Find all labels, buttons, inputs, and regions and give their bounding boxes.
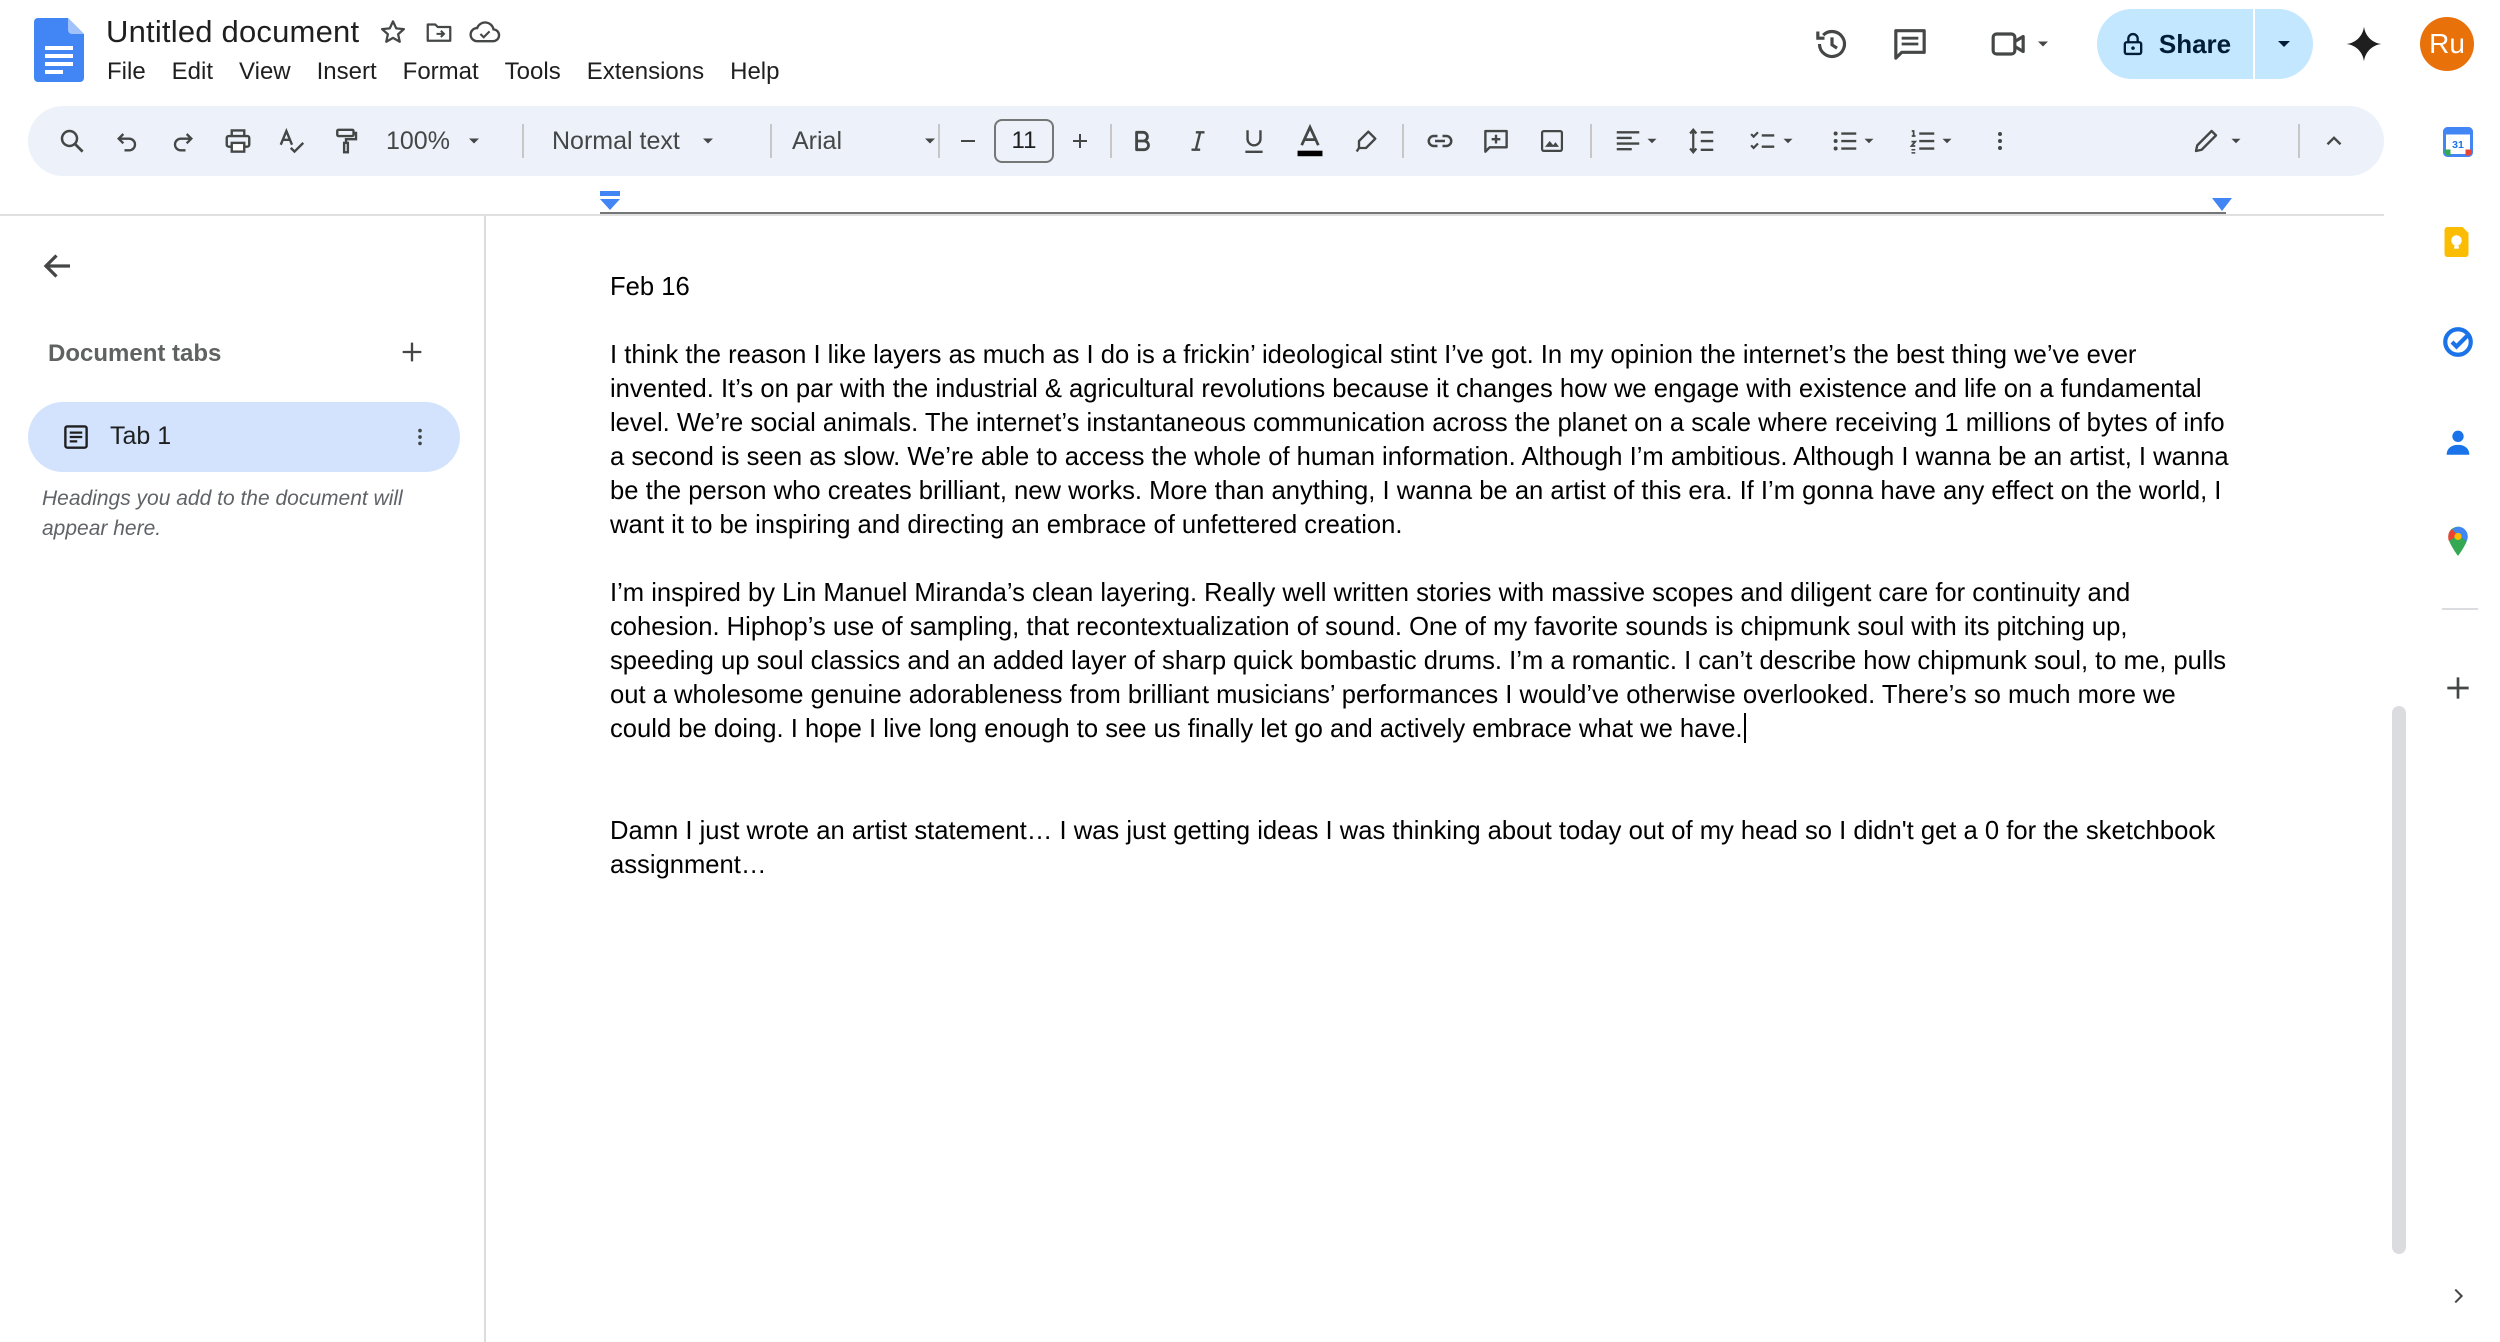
align-left-icon [1613, 126, 1643, 156]
insert-image-icon[interactable] [1530, 106, 1574, 176]
numbered-list-icon [1908, 126, 1938, 156]
contacts-icon[interactable] [2430, 414, 2486, 470]
menu-view[interactable]: View [239, 58, 291, 85]
document-canvas[interactable] [610, 270, 2230, 882]
more-options-icon[interactable] [1982, 106, 2018, 176]
menu-bar [94, 54, 792, 90]
avatar[interactable]: Ru [2420, 17, 2474, 71]
share-label: Share [2158, 28, 2232, 59]
menu-tools[interactable]: Tools [504, 58, 561, 85]
zoom-select[interactable] [386, 106, 496, 176]
toolbar-divider [2298, 124, 2300, 158]
increase-font-size-icon[interactable] [1060, 106, 1100, 176]
hide-menus-icon[interactable] [2312, 106, 2356, 176]
side-panel-divider [2442, 608, 2478, 610]
menu-insert[interactable]: Insert [316, 58, 377, 85]
editing-mode-select[interactable] [2178, 106, 2258, 176]
tasks-icon[interactable] [2430, 314, 2486, 370]
line-spacing-icon[interactable] [1680, 106, 1724, 176]
paragraph-style-select[interactable] [540, 106, 760, 176]
font-family-value: Arial [792, 126, 843, 155]
chevron-down-icon [2227, 132, 2245, 150]
toolbar-divider [1590, 124, 1592, 158]
cloud-saved-icon[interactable] [465, 12, 505, 52]
formatting-toolbar [28, 106, 2384, 176]
docs-logo-icon[interactable] [34, 18, 84, 82]
numbered-list-select[interactable] [1892, 106, 1972, 176]
body-paragraph: Damn I just wrote an artist statement… I was just getting ideas I was thinking about today out of my head so I didn't get a 0 for the sketchbook assignment… [610, 817, 2216, 879]
zoom-value: 100% [386, 126, 450, 155]
toolbar-divider [1110, 124, 1112, 158]
move-folder-icon[interactable] [419, 12, 459, 52]
paragraph-style-value: Normal text [552, 126, 680, 155]
menu-format[interactable]: Format [402, 58, 479, 85]
toolbar-divider [938, 124, 940, 158]
toolbar-divider [1402, 124, 1404, 158]
document-title[interactable]: Untitled document [106, 14, 360, 49]
document-tabs-heading: Document tabs [48, 340, 222, 367]
paragraph-text: I’m inspired by Lin Manuel Miranda’s clean layering. Really well written stories with massive scopes and diligent care for continuity and cohesion. Hiphop’s use of sampling, that recontextualization of sound. One of my favorite sounds is chipmunk soul with its pitching up, speeding up soul classics and an added layer of sharp quick bombastic drums. I’m a romantic. I can’t describe how chipmunk soul, to me, pulls out a wholesome genuine adorableness from brilliant musicians’ performances I would’ve otherwise overlooked. There’s so much more we could be doing. I hope I live long enough to see us finally let go and actively embrace what we have. [610, 579, 2227, 743]
chevron-down-icon [2272, 32, 2296, 56]
side-panel [2416, 100, 2500, 1342]
insert-link-icon[interactable] [1418, 106, 1462, 176]
horizontal-ruler [600, 212, 2226, 214]
gemini-icon[interactable] [2334, 14, 2394, 74]
share-button[interactable] [2097, 9, 2255, 79]
menu-extensions[interactable]: Extensions [586, 58, 705, 85]
menu-edit[interactable]: Edit [171, 58, 214, 85]
tab-document-icon [58, 419, 94, 455]
toolbar-divider [522, 124, 524, 158]
document-tab-item[interactable] [28, 402, 460, 472]
headings-hint-text: Headings you add to the document will appear here. [42, 487, 403, 540]
highlight-color-icon[interactable] [1344, 106, 1388, 176]
text-color-icon[interactable] [1288, 106, 1332, 176]
chevron-down-icon [698, 131, 718, 151]
version-history-icon[interactable] [1802, 14, 1862, 74]
underline-icon[interactable] [1232, 106, 1276, 176]
bulleted-list-icon [1830, 126, 1860, 156]
maps-icon[interactable] [2430, 514, 2486, 570]
chevron-down-icon [1938, 132, 1956, 150]
pencil-icon [2191, 126, 2221, 156]
lock-icon [2119, 30, 2147, 58]
bold-icon[interactable] [1120, 106, 1164, 176]
chevron-down-icon [1860, 132, 1878, 150]
left-indent-marker-icon[interactable] [598, 190, 622, 214]
vertical-scrollbar-thumb[interactable] [2392, 706, 2406, 1254]
back-arrow-icon[interactable] [36, 244, 80, 288]
menu-file[interactable]: File [107, 58, 146, 85]
star-icon[interactable] [373, 12, 413, 52]
chevron-down-icon [1643, 132, 1661, 150]
document-outline-panel [0, 216, 486, 1342]
search-menus-icon[interactable] [50, 106, 94, 176]
redo-icon[interactable] [160, 106, 204, 176]
font-size-input[interactable]: 11 [994, 119, 1054, 163]
video-camera-icon [1989, 24, 2029, 64]
app-header [0, 0, 2500, 100]
body-paragraph [610, 576, 2230, 746]
chevron-down-icon [464, 131, 484, 151]
undo-icon[interactable] [106, 106, 150, 176]
keep-icon[interactable] [2430, 214, 2486, 270]
add-comment-icon[interactable] [1474, 106, 1518, 176]
font-family-select[interactable] [780, 106, 960, 176]
checklist-select[interactable] [1732, 106, 1812, 176]
share-dropdown-button[interactable] [2255, 9, 2313, 79]
chevron-down-icon [1779, 132, 1797, 150]
date-paragraph: Feb 16 [610, 273, 690, 301]
menu-help[interactable]: Help [730, 58, 780, 85]
expand-icon[interactable] [2430, 1268, 2486, 1324]
body-paragraph: I think the reason I like layers as much as I do is a frickin’ ideological stint I’ve got. In my opinion the internet’s the best thing we’ve ever invented. It’s on par with the industrial & agricultural revolutions because it changes how we engage with existence and life on a fundamental level. We’re social animals. The internet’s instantaneous communication across the planet on a scale where receiving 1 millions of bytes of info a second is seen as slow. We’re able to access the whole of human information. Although I’m ambitious. Although I wanna be an artist, I wanna be the person who creates brilliant, new works. More than anything, I wanna be an artist of this era. If I’m gonna have any effect on the world, I want it to be inspiring and directing an embrace of unfettered creation. [610, 341, 2229, 539]
chevron-down-icon [2033, 34, 2053, 54]
checklist-icon [1747, 126, 1779, 156]
bulleted-list-select[interactable] [1814, 106, 1894, 176]
add-tab-icon[interactable] [392, 332, 432, 372]
decrease-font-size-icon[interactable] [948, 106, 988, 176]
text-cursor [1744, 713, 1746, 743]
italic-icon[interactable] [1176, 106, 1220, 176]
meet-button[interactable] [1976, 14, 2066, 74]
toolbar-divider [770, 124, 772, 158]
tab-options-icon[interactable] [400, 417, 440, 457]
right-indent-marker-icon[interactable] [2210, 196, 2234, 214]
align-select[interactable] [1602, 106, 1672, 176]
svg-text:31: 31 [2452, 139, 2464, 151]
comments-icon[interactable] [1880, 14, 1940, 74]
calendar-icon[interactable] [2430, 114, 2486, 170]
add-icon[interactable] [2430, 660, 2486, 716]
share-button-group [2097, 9, 2313, 79]
tab-label: Tab 1 [110, 422, 172, 450]
